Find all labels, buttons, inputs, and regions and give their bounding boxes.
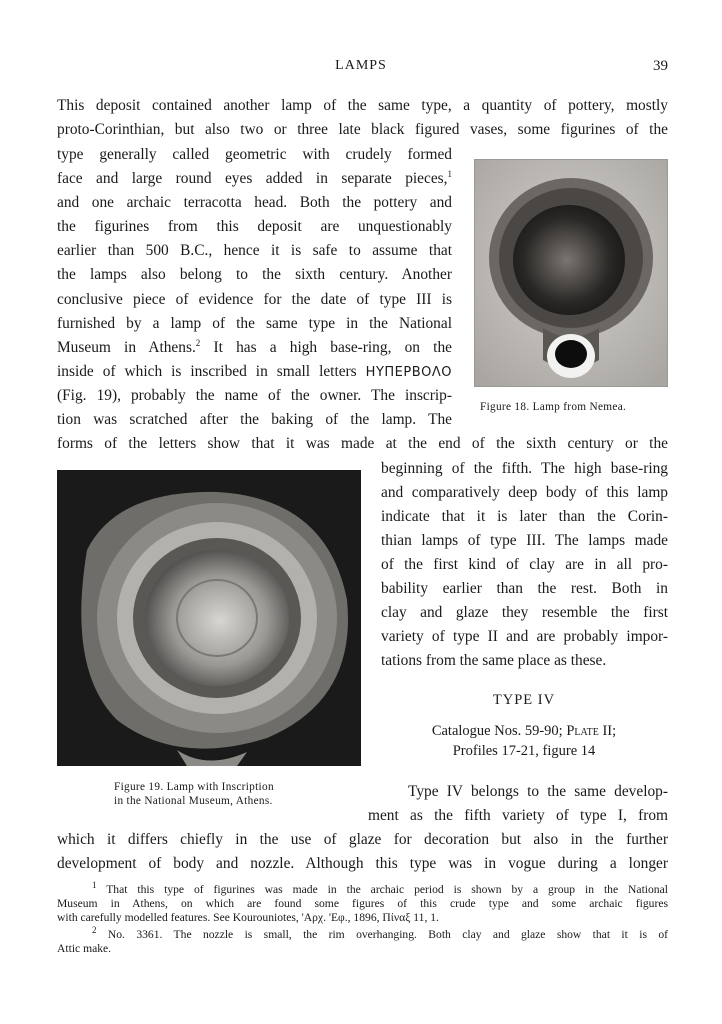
text-line: thian lamps of type III. The lamps made — [381, 532, 668, 549]
figure-18-caption: Figure 18. Lamp from Nemea. — [480, 401, 627, 413]
text-line: which it differs chiefly in the use of glaze for decoration but also in the further — [57, 831, 668, 848]
text-line — [57, 360, 452, 385]
text-line: indicate that it is later than the Corin- — [381, 508, 668, 525]
figure-19-caption-line1: Figure 19. Lamp with Inscription — [114, 781, 274, 793]
footnote-line: Attic make. — [57, 942, 112, 955]
running-title: LAMPS — [335, 58, 387, 73]
text-line: variety of type II and are probably impor- — [381, 628, 668, 645]
text-span: inside of which is inscribed in small letters — [57, 363, 357, 380]
section-heading: TYPE IV — [492, 692, 556, 708]
catalogue-text: Catalogue Nos. 59-90; — [431, 723, 563, 739]
text-line — [57, 336, 452, 360]
text-line: (Fig. 19), probably the name of the owner. The inscrip- — [57, 387, 452, 404]
lamp-nemea-illustration — [475, 160, 667, 386]
text-line: furnished by a lamp of the same type in the National — [57, 315, 452, 332]
text-line: development of body and nozzle. Although this type was in vogue during a longer — [57, 855, 668, 872]
text-line: clay and glaze they resemble the first — [381, 604, 668, 621]
text-span: It has a high base-ring, on the — [213, 339, 452, 356]
text-line — [57, 167, 452, 191]
text-line: forms of the letters show that it was made at the end of the sixth century or the — [57, 435, 668, 452]
text-line: tations from the same place as these. — [381, 652, 607, 669]
footnote-mark: 2 — [92, 925, 97, 936]
plate-text: Plate II; — [566, 723, 617, 739]
text-line: earlier than 500 B.C., hence it is safe to assume that — [57, 242, 452, 259]
text-line: the figurines from this deposit are unquestionably — [57, 218, 452, 235]
lamp-inscription-illustration — [57, 470, 361, 766]
catalogue-line — [380, 723, 668, 740]
text-line: Type IV belongs to the same develop- — [408, 783, 668, 800]
footnote-mark: 1 — [92, 880, 97, 891]
text-line: type generally called geometric with crudely formed — [57, 146, 452, 163]
text-line: the lamps also belong to the sixth century. Another — [57, 266, 452, 283]
figure-18-photo — [474, 159, 668, 387]
text-line: bability earlier than the rest. Both in — [381, 580, 668, 597]
figure-19-photo — [57, 470, 361, 766]
profiles-line: Profiles 17-21, figure 14 — [452, 743, 596, 759]
text-line: tion was scratched after the baking of the lamp. The — [57, 411, 452, 428]
footnote-line: with carefully modelled features. See Kourouniotes, 'Αρχ. 'Εφ., 1896, Πίναξ 11, 1. — [57, 911, 439, 924]
footnote-ref: 2 — [195, 337, 201, 348]
text-line: This deposit contained another lamp of the same type, a quantity of pottery, mostly — [57, 97, 668, 114]
text-line: of the first kind of clay are in all pro- — [381, 556, 668, 573]
text-line: and one archaic terracotta head. Both the pottery and — [57, 194, 452, 211]
footnote-line — [92, 880, 668, 897]
page-header — [0, 58, 722, 78]
text-span: Museum in Athens. — [57, 339, 196, 356]
page-number: 39 — [653, 58, 668, 74]
footnote-ref: 1 — [447, 168, 452, 179]
footnote-line: Museum in Athens, on which are found some figures of this crude type and some archaic figures — [57, 897, 668, 910]
text-line: and comparatively deep body of this lamp — [381, 484, 668, 501]
figure-19-caption-line2: in the National Museum, Athens. — [114, 795, 273, 807]
text-line: ment as the fifth variety of type I, from — [368, 807, 668, 824]
footnote-line — [92, 925, 668, 942]
text-line: proto-Corinthian, but also two or three late black figured vases, some figurines of the — [57, 121, 668, 138]
inscription-text: ΗΥΠΕΡΒΟΛΟ — [365, 365, 452, 380]
text-span: face and large round eyes added in separate pieces, — [57, 170, 448, 187]
text-span: That this type of figurines was made in the archaic period is shown by a group in the National — [106, 883, 668, 896]
text-line: beginning of the fifth. The high base-ring — [381, 460, 668, 477]
text-span: No. 3361. The nozzle is small, the rim overhanging. Both clay and glaze show that it is of — [107, 928, 668, 941]
text-line: conclusive piece of evidence for the date of type III is — [57, 291, 452, 308]
